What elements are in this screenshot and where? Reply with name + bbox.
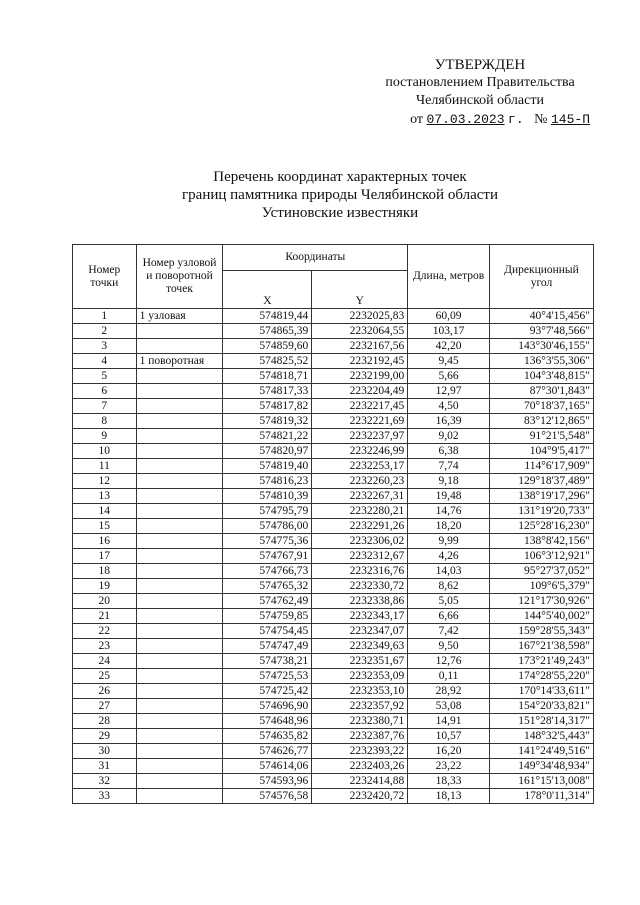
cell-x: 574819,40: [223, 459, 312, 474]
cell-direction: 125°28'16,230": [489, 519, 593, 534]
cell-length: 10,57: [408, 729, 490, 744]
cell-y: 2232330,72: [312, 579, 408, 594]
cell-length: 5,05: [408, 594, 490, 609]
table-row: [73, 414, 594, 429]
cell-length: 8,62: [408, 579, 490, 594]
cell-node: [136, 399, 223, 414]
cell-node: [136, 459, 223, 474]
header-point-number: Номер точки: [73, 245, 137, 309]
cell-node: [136, 414, 223, 429]
table-body: [73, 309, 594, 804]
cell-x: 574825,52: [223, 354, 312, 369]
cell-node: [136, 669, 223, 684]
cell-length: 9,18: [408, 474, 490, 489]
cell-y: 2232312,67: [312, 549, 408, 564]
from-label: от: [410, 112, 423, 127]
table-row: [73, 729, 594, 744]
cell-direction: 93°7'48,566": [489, 324, 593, 339]
cell-point-number: 17: [73, 549, 137, 564]
table-row: [73, 684, 594, 699]
table-row: [73, 789, 594, 804]
cell-direction: 144°5'40,002": [489, 609, 593, 624]
cell-y: 2232353,10: [312, 684, 408, 699]
cell-point-number: 22: [73, 624, 137, 639]
table-row: [73, 324, 594, 339]
cell-point-number: 8: [73, 414, 137, 429]
cell-node: [136, 789, 223, 804]
cell-point-number: 15: [73, 519, 137, 534]
header-node-number: Номер узловой и поворотной точек: [136, 245, 223, 309]
cell-direction: 174°28'55,220": [489, 669, 593, 684]
table-row: [73, 594, 594, 609]
approval-line-2: Челябинской области: [416, 93, 544, 108]
cell-point-number: 7: [73, 399, 137, 414]
cell-x: 574786,00: [223, 519, 312, 534]
cell-length: 7,74: [408, 459, 490, 474]
cell-x: 574766,73: [223, 564, 312, 579]
header-x: X: [223, 271, 312, 309]
cell-point-number: 1: [73, 309, 137, 324]
cell-point-number: 2: [73, 324, 137, 339]
cell-direction: 136°3'55,306": [489, 354, 593, 369]
table-row: [73, 489, 594, 504]
cell-length: 42,20: [408, 339, 490, 354]
cell-y: 2232351,67: [312, 654, 408, 669]
cell-point-number: 24: [73, 654, 137, 669]
table-row: [73, 369, 594, 384]
cell-y: 2232353,09: [312, 669, 408, 684]
cell-x: 574865,39: [223, 324, 312, 339]
cell-length: 9,45: [408, 354, 490, 369]
cell-node: [136, 429, 223, 444]
cell-node: [136, 549, 223, 564]
table-row: [73, 654, 594, 669]
cell-direction: 159°28'55,343": [489, 624, 593, 639]
cell-point-number: 31: [73, 759, 137, 774]
cell-point-number: 10: [73, 444, 137, 459]
cell-node: [136, 714, 223, 729]
table-row: [73, 444, 594, 459]
cell-point-number: 5: [73, 369, 137, 384]
table-row: [73, 579, 594, 594]
cell-direction: 129°18'37,489": [489, 474, 593, 489]
table-row: [73, 549, 594, 564]
cell-point-number: 16: [73, 534, 137, 549]
cell-direction: 87°30'1,843": [489, 384, 593, 399]
cell-x: 574759,85: [223, 609, 312, 624]
cell-y: 2232217,45: [312, 399, 408, 414]
cell-point-number: 20: [73, 594, 137, 609]
cell-x: 574747,49: [223, 639, 312, 654]
table-row: [73, 759, 594, 774]
cell-node: [136, 474, 223, 489]
cell-node: [136, 699, 223, 714]
cell-direction: 106°3'12,921": [489, 549, 593, 564]
cell-direction: 138°19'17,296": [489, 489, 593, 504]
cell-direction: 95°27'37,052": [489, 564, 593, 579]
table-row: [73, 354, 594, 369]
cell-x: 574775,36: [223, 534, 312, 549]
header-y: Y: [312, 271, 408, 309]
cell-length: 103,17: [408, 324, 490, 339]
cell-direction: 141°24'49,516": [489, 744, 593, 759]
cell-y: 2232403,26: [312, 759, 408, 774]
cell-x: 574810,39: [223, 489, 312, 504]
cell-point-number: 11: [73, 459, 137, 474]
table-row: [73, 339, 594, 354]
approval-block: [370, 56, 590, 129]
cell-length: 14,76: [408, 504, 490, 519]
table-row: [73, 459, 594, 474]
cell-x: 574738,21: [223, 654, 312, 669]
table-row: [73, 564, 594, 579]
cell-x: 574725,53: [223, 669, 312, 684]
cell-y: 2232199,00: [312, 369, 408, 384]
table-row: [73, 744, 594, 759]
approval-title: УТВЕРЖДЕН: [434, 57, 526, 73]
cell-length: 4,50: [408, 399, 490, 414]
coordinates-table: [72, 244, 594, 804]
cell-node: [136, 774, 223, 789]
approval-number: 145-П: [550, 112, 590, 127]
cell-length: 19,48: [408, 489, 490, 504]
cell-node: [136, 609, 223, 624]
cell-y: 2232357,92: [312, 699, 408, 714]
cell-y: 2232267,31: [312, 489, 408, 504]
cell-point-number: 4: [73, 354, 137, 369]
cell-y: 2232343,17: [312, 609, 408, 624]
cell-y: 2232237,97: [312, 429, 408, 444]
cell-x: 574614,06: [223, 759, 312, 774]
cell-x: 574762,49: [223, 594, 312, 609]
cell-y: 2232306,02: [312, 534, 408, 549]
cell-length: 6,38: [408, 444, 490, 459]
cell-x: 574593,96: [223, 774, 312, 789]
cell-direction: 121°17'30,926": [489, 594, 593, 609]
cell-node: [136, 579, 223, 594]
cell-length: 6,66: [408, 609, 490, 624]
cell-y: 2232393,22: [312, 744, 408, 759]
cell-node: [136, 384, 223, 399]
cell-point-number: 13: [73, 489, 137, 504]
cell-length: 60,09: [408, 309, 490, 324]
cell-y: 2232260,23: [312, 474, 408, 489]
cell-x: 574696,90: [223, 699, 312, 714]
cell-node: [136, 624, 223, 639]
table-row: [73, 699, 594, 714]
cell-direction: 70°18'37,165": [489, 399, 593, 414]
table-row: [73, 429, 594, 444]
cell-direction: 151°28'14,317": [489, 714, 593, 729]
cell-length: 14,91: [408, 714, 490, 729]
cell-y: 2232025,83: [312, 309, 408, 324]
cell-point-number: 3: [73, 339, 137, 354]
cell-x: 574819,32: [223, 414, 312, 429]
cell-point-number: 30: [73, 744, 137, 759]
cell-point-number: 14: [73, 504, 137, 519]
table-row: [73, 609, 594, 624]
cell-x: 574648,96: [223, 714, 312, 729]
cell-direction: 40°4'15,456": [489, 309, 593, 324]
cell-y: 2232380,71: [312, 714, 408, 729]
cell-point-number: 27: [73, 699, 137, 714]
cell-direction: 131°19'20,733": [489, 504, 593, 519]
cell-y: 2232167,56: [312, 339, 408, 354]
cell-direction: 138°8'42,156": [489, 534, 593, 549]
table-row: [73, 669, 594, 684]
header-direction: Дирекционный угол: [489, 245, 593, 309]
cell-length: 28,92: [408, 684, 490, 699]
cell-x: 574725,42: [223, 684, 312, 699]
cell-length: 0,11: [408, 669, 490, 684]
cell-x: 574817,82: [223, 399, 312, 414]
cell-x: 574820,97: [223, 444, 312, 459]
cell-y: 2232316,76: [312, 564, 408, 579]
approval-date: 07.03.2023: [426, 112, 505, 127]
table-row: [73, 639, 594, 654]
year-suffix: г.: [508, 112, 524, 127]
cell-node: [136, 339, 223, 354]
cell-y: 2232064,55: [312, 324, 408, 339]
number-label: №: [534, 112, 548, 127]
cell-point-number: 12: [73, 474, 137, 489]
cell-node: 1 поворотная: [136, 354, 223, 369]
cell-length: 16,39: [408, 414, 490, 429]
cell-y: 2232221,69: [312, 414, 408, 429]
table-row: [73, 714, 594, 729]
cell-x: 574795,79: [223, 504, 312, 519]
cell-x: 574767,91: [223, 549, 312, 564]
cell-y: 2232338,86: [312, 594, 408, 609]
cell-node: [136, 519, 223, 534]
cell-node: [136, 759, 223, 774]
cell-length: 18,20: [408, 519, 490, 534]
cell-direction: 161°15'13,008": [489, 774, 593, 789]
title-line-1: Перечень координат характерных точек: [213, 169, 467, 185]
cell-y: 2232387,76: [312, 729, 408, 744]
cell-length: 18,13: [408, 789, 490, 804]
approval-meta: [370, 111, 590, 129]
cell-length: 12,76: [408, 654, 490, 669]
cell-length: 12,97: [408, 384, 490, 399]
cell-length: 7,42: [408, 624, 490, 639]
cell-point-number: 29: [73, 729, 137, 744]
document-title: [160, 168, 520, 222]
title-line-2: границ памятника природы Челябинской области: [182, 187, 498, 203]
cell-length: 14,03: [408, 564, 490, 579]
table-row: [73, 624, 594, 639]
cell-node: [136, 684, 223, 699]
cell-y: 2232349,63: [312, 639, 408, 654]
cell-node: [136, 744, 223, 759]
cell-direction: 178°0'11,314": [489, 789, 593, 804]
cell-node: [136, 534, 223, 549]
cell-point-number: 18: [73, 564, 137, 579]
cell-y: 2232347,07: [312, 624, 408, 639]
cell-direction: 109°6'5,379": [489, 579, 593, 594]
cell-node: [136, 564, 223, 579]
cell-point-number: 28: [73, 714, 137, 729]
cell-y: 2232280,21: [312, 504, 408, 519]
table-row: [73, 399, 594, 414]
cell-length: 9,02: [408, 429, 490, 444]
table-row: [73, 774, 594, 789]
cell-node: [136, 594, 223, 609]
cell-x: 574817,33: [223, 384, 312, 399]
cell-x: 574821,22: [223, 429, 312, 444]
table-row: [73, 519, 594, 534]
cell-point-number: 19: [73, 579, 137, 594]
cell-x: 574626,77: [223, 744, 312, 759]
cell-x: 574816,23: [223, 474, 312, 489]
cell-y: 2232253,17: [312, 459, 408, 474]
cell-length: 5,66: [408, 369, 490, 384]
cell-node: [136, 489, 223, 504]
cell-x: 574754,45: [223, 624, 312, 639]
cell-node: [136, 444, 223, 459]
cell-y: 2232291,26: [312, 519, 408, 534]
cell-node: [136, 369, 223, 384]
cell-point-number: 9: [73, 429, 137, 444]
cell-direction: 114°6'17,909": [489, 459, 593, 474]
cell-direction: 83°12'12,865": [489, 414, 593, 429]
cell-direction: 173°21'49,243": [489, 654, 593, 669]
cell-node: [136, 639, 223, 654]
cell-length: 9,99: [408, 534, 490, 549]
cell-direction: 104°9'5,417": [489, 444, 593, 459]
cell-x: 574765,32: [223, 579, 312, 594]
cell-direction: 154°20'33,821": [489, 699, 593, 714]
cell-point-number: 6: [73, 384, 137, 399]
approval-line-1: постановлением Правительства: [385, 75, 575, 90]
cell-length: 4,26: [408, 549, 490, 564]
cell-direction: 149°34'48,934": [489, 759, 593, 774]
cell-y: 2232420,72: [312, 789, 408, 804]
cell-y: 2232246,99: [312, 444, 408, 459]
cell-direction: 143°30'46,155": [489, 339, 593, 354]
cell-x: 574635,82: [223, 729, 312, 744]
cell-y: 2232414,88: [312, 774, 408, 789]
cell-node: 1 узловая: [136, 309, 223, 324]
cell-point-number: 21: [73, 609, 137, 624]
cell-length: 23,22: [408, 759, 490, 774]
header-length: Длина, метров: [408, 245, 490, 309]
cell-point-number: 32: [73, 774, 137, 789]
cell-x: 574819,44: [223, 309, 312, 324]
table-row: [73, 309, 594, 324]
table-row: [73, 534, 594, 549]
title-line-3: Устиновские известняки: [261, 205, 419, 221]
table-row: [73, 384, 594, 399]
cell-direction: 170°14'33,611": [489, 684, 593, 699]
cell-direction: 91°21'5,548": [489, 429, 593, 444]
cell-x: 574859,60: [223, 339, 312, 354]
cell-length: 53,08: [408, 699, 490, 714]
cell-direction: 104°3'48,815": [489, 369, 593, 384]
cell-direction: 148°32'5,443": [489, 729, 593, 744]
cell-point-number: 25: [73, 669, 137, 684]
cell-y: 2232192,45: [312, 354, 408, 369]
cell-point-number: 26: [73, 684, 137, 699]
cell-node: [136, 504, 223, 519]
cell-point-number: 33: [73, 789, 137, 804]
cell-length: 9,50: [408, 639, 490, 654]
cell-point-number: 23: [73, 639, 137, 654]
cell-y: 2232204,49: [312, 384, 408, 399]
cell-length: 18,33: [408, 774, 490, 789]
cell-node: [136, 654, 223, 669]
cell-x: 574576,58: [223, 789, 312, 804]
cell-node: [136, 324, 223, 339]
header-coordinates: Координаты: [223, 245, 408, 271]
cell-length: 16,20: [408, 744, 490, 759]
table-row: [73, 504, 594, 519]
cell-direction: 167°21'38,598": [489, 639, 593, 654]
table-row: [73, 474, 594, 489]
cell-x: 574818,71: [223, 369, 312, 384]
cell-node: [136, 729, 223, 744]
